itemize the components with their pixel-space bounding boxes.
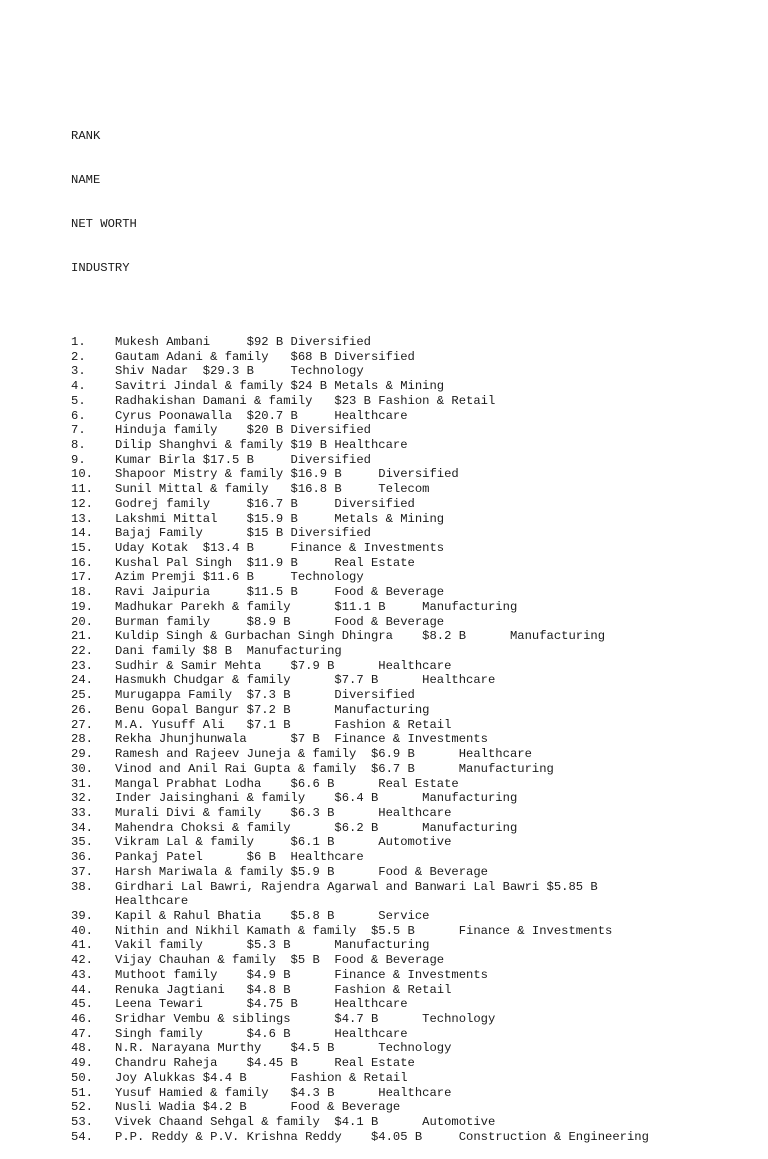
rank-number: 10. [71, 467, 93, 482]
list-item [71, 835, 761, 850]
list-item [71, 806, 761, 821]
column-headers [71, 99, 761, 305]
list-item [71, 880, 761, 909]
list-item [71, 570, 761, 585]
rank-number: 39. [71, 908, 93, 923]
rank-number: 8. [71, 437, 86, 452]
entry-text: M.A. Yusuff Ali $7.1 B Fashion & Retail [115, 717, 452, 732]
entry-text: Shiv Nadar $29.3 B Technology [115, 364, 364, 379]
rank-number: 17. [71, 570, 93, 585]
rank-number: 18. [71, 585, 93, 600]
entry-text: N.R. Narayana Murthy $4.5 B Technology [115, 1041, 452, 1056]
rank-number: 38. [71, 879, 93, 894]
entry-text: Pankaj Patel $6 B Healthcare [115, 850, 364, 865]
rank-number: 1. [71, 334, 86, 349]
entry-text: Joy Alukkas $4.4 B Fashion & Retail [115, 1070, 408, 1085]
list-item [71, 1115, 761, 1130]
rank-number: 32. [71, 791, 93, 806]
entry-text: Nithin and Nikhil Kamath & family $5.5 B Finance & Investments [115, 923, 613, 938]
list-item [71, 953, 761, 968]
list-item [71, 1130, 761, 1145]
rank-number: 14. [71, 526, 93, 541]
rank-number: 28. [71, 732, 93, 747]
rank-number: 13. [71, 511, 93, 526]
rank-number: 24. [71, 673, 93, 688]
rank-number: 26. [71, 702, 93, 717]
entry-text: Cyrus Poonawalla $20.7 B Healthcare [115, 408, 408, 423]
list-item [71, 497, 761, 512]
rank-number: 45. [71, 997, 93, 1012]
rank-number: 31. [71, 776, 93, 791]
rank-number: 27. [71, 717, 93, 732]
list-item [71, 585, 761, 600]
entry-text: Rekha Jhunjhunwala $7 B Finance & Investments [115, 732, 488, 747]
list-item [71, 997, 761, 1012]
entry-text: Chandru Raheja $4.45 B Real Estate [115, 1056, 415, 1071]
list-item [71, 968, 761, 983]
entry-text: Kumar Birla $17.5 B Diversified [115, 452, 371, 467]
entry-text: Renuka Jagtiani $4.8 B Fashion & Retail [115, 982, 452, 997]
entry-text: Murugappa Family $7.3 B Diversified [115, 688, 415, 703]
rank-number: 23. [71, 658, 93, 673]
rank-number: 42. [71, 953, 93, 968]
entry-text: Shapoor Mistry & family $16.9 B Diversified [115, 467, 459, 482]
rank-number: 53. [71, 1115, 93, 1130]
header-industry: INDUSTRY [71, 261, 130, 276]
rank-number: 48. [71, 1041, 93, 1056]
rank-number: 11. [71, 482, 93, 497]
list-item [71, 762, 761, 777]
entry-text: Vikram Lal & family $6.1 B Automotive [115, 835, 452, 850]
list-item [71, 615, 761, 630]
entry-text: Dilip Shanghvi & family $19 B Healthcare [115, 437, 408, 452]
header-name: NAME [71, 173, 101, 188]
list-item [71, 526, 761, 541]
list-item [71, 482, 761, 497]
list-item [71, 512, 761, 527]
header-rank: RANK [71, 128, 101, 143]
list-item [71, 600, 761, 615]
list-item [71, 541, 761, 556]
rank-number: 50. [71, 1070, 93, 1085]
entry-text: Muthoot family $4.9 B Finance & Investments [115, 967, 488, 982]
entry-text: Kapil & Rahul Bhatia $5.8 B Service [115, 908, 430, 923]
entry-text: Inder Jaisinghani & family $6.4 B Manufacturing [115, 791, 518, 806]
entry-text: Radhakishan Damani & family $23 B Fashion & Retail [115, 393, 496, 408]
ranking-list [71, 335, 761, 1145]
list-item [71, 850, 761, 865]
list-item [71, 394, 761, 409]
rank-number: 16. [71, 555, 93, 570]
list-item [71, 821, 761, 836]
rank-number: 20. [71, 614, 93, 629]
entry-text: Dani family $8 B Manufacturing [115, 644, 342, 659]
list-item [71, 777, 761, 792]
entry-text: Mahendra Choksi & family $6.2 B Manufacturing [115, 820, 518, 835]
entry-text: Murali Divi & family $6.3 B Healthcare [115, 805, 452, 820]
entry-text: Burman family $8.9 B Food & Beverage [115, 614, 445, 629]
list-item [71, 1012, 761, 1027]
entry-text-continued: Healthcare [115, 894, 189, 909]
list-item [71, 453, 761, 468]
entry-text: Lakshmi Mittal $15.9 B Metals & Mining [115, 511, 445, 526]
entry-text: Girdhari Lal Bawri, Rajendra Agarwal and Banwari Lal Bawri $5.85 B [115, 879, 598, 894]
rank-number: 43. [71, 967, 93, 982]
entry-text: Uday Kotak $13.4 B Finance & Investments [115, 541, 445, 555]
rank-number: 21. [71, 629, 93, 644]
rank-number: 54. [71, 1129, 93, 1144]
entry-text: Bajaj Family $15 B Diversified [115, 526, 371, 541]
rank-number: 49. [71, 1056, 93, 1071]
list-item [71, 423, 761, 438]
entry-text: Hasmukh Chudgar & family $7.7 B Healthcare [115, 673, 496, 688]
entry-text: Nusli Wadia $4.2 B Food & Beverage [115, 1100, 401, 1115]
list-item [71, 659, 761, 674]
entry-text: Gautam Adani & family $68 B Diversified [115, 349, 415, 364]
entry-text: Sudhir & Samir Mehta $7.9 B Healthcare [115, 658, 452, 673]
list-item [71, 673, 761, 688]
entry-text: Kushal Pal Singh $11.9 B Real Estate [115, 555, 415, 570]
list-item [71, 938, 761, 953]
rank-number: 9. [71, 452, 86, 467]
entry-text: Sunil Mittal & family $16.8 B Telecom [115, 482, 430, 497]
rank-number: 33. [71, 805, 93, 820]
list-item [71, 1086, 761, 1101]
entry-text: Vivek Chaand Sehgal & family $4.1 B Automotive [115, 1115, 496, 1130]
rank-number: 35. [71, 835, 93, 850]
list-item [71, 350, 761, 365]
rank-number: 29. [71, 747, 93, 762]
entry-text: Godrej family $16.7 B Diversified [115, 496, 415, 511]
list-item [71, 438, 761, 453]
rank-number: 41. [71, 938, 93, 953]
entry-text: Ramesh and Rajeev Juneja & family $6.9 B Healthcare [115, 747, 532, 762]
entry-text: Madhukar Parekh & family $11.1 B Manufacturing [115, 599, 518, 614]
list-item [71, 791, 761, 806]
list-item [71, 409, 761, 424]
entry-text: Mangal Prabhat Lodha $6.6 B Real Estate [115, 776, 459, 791]
list-item [71, 467, 761, 482]
entry-text: Hinduja family $20 B Diversified [115, 423, 371, 438]
rank-number: 19. [71, 599, 93, 614]
list-item [71, 983, 761, 998]
entry-text: Savitri Jindal & family $24 B Metals & Mining [115, 379, 445, 394]
entry-text: Yusuf Hamied & family $4.3 B Healthcare [115, 1085, 452, 1100]
list-item [71, 703, 761, 718]
rank-number: 51. [71, 1085, 93, 1100]
entry-text: Singh family $4.6 B Healthcare [115, 1026, 408, 1041]
rank-number: 44. [71, 982, 93, 997]
rank-number: 3. [71, 364, 86, 379]
list-item [71, 364, 761, 379]
list-item [71, 1071, 761, 1086]
list-item [71, 629, 761, 644]
list-item [71, 1027, 761, 1042]
entry-text: Vakil family $5.3 B Manufacturing [115, 938, 430, 953]
list-item [71, 1056, 761, 1071]
rank-number: 46. [71, 1012, 93, 1026]
rank-number: 15. [71, 541, 93, 555]
list-item [71, 909, 761, 924]
rank-number: 30. [71, 761, 93, 776]
entry-text: Sridhar Vembu & siblings $4.7 B Technology [115, 1012, 496, 1026]
list-item [71, 1100, 761, 1115]
rank-number: 52. [71, 1100, 93, 1115]
rank-number: 34. [71, 820, 93, 835]
rank-number: 5. [71, 393, 86, 408]
entry-text: Azim Premji $11.6 B Technology [115, 570, 364, 585]
header-net-worth: NET WORTH [71, 217, 137, 232]
rank-number: 40. [71, 923, 93, 938]
rank-number: 25. [71, 688, 93, 703]
entry-text: Mukesh Ambani $92 B Diversified [115, 334, 371, 349]
rank-number: 2. [71, 349, 86, 364]
list-item [71, 865, 761, 880]
rank-number: 4. [71, 379, 86, 394]
rank-number: 37. [71, 864, 93, 879]
entry-text: Kuldip Singh & Gurbachan Singh Dhingra $8.2 B Manufacturing [115, 629, 606, 644]
entry-text: Benu Gopal Bangur $7.2 B Manufacturing [115, 702, 430, 717]
list-item [71, 556, 761, 571]
list-item [71, 1041, 761, 1056]
list-item [71, 747, 761, 762]
rank-number: 12. [71, 496, 93, 511]
list-item [71, 379, 761, 394]
list-item [71, 924, 761, 939]
entry-text: Ravi Jaipuria $11.5 B Food & Beverage [115, 585, 445, 600]
list-item [71, 335, 761, 350]
list-item [71, 688, 761, 703]
entry-text: Vinod and Anil Rai Gupta & family $6.7 B Manufacturing [115, 761, 554, 776]
list-item [71, 732, 761, 747]
entry-text: P.P. Reddy & P.V. Krishna Reddy $4.05 B Construction & Engineering [115, 1129, 649, 1144]
entry-text: Vijay Chauhan & family $5 B Food & Beverage [115, 953, 445, 968]
rank-number: 36. [71, 850, 93, 865]
rank-number: 47. [71, 1026, 93, 1041]
list-item [71, 644, 761, 659]
rank-number: 22. [71, 644, 93, 659]
document-body [71, 70, 761, 1159]
rank-number: 6. [71, 408, 86, 423]
list-item [71, 718, 761, 733]
entry-text: Leena Tewari $4.75 B Healthcare [115, 997, 408, 1012]
rank-number: 7. [71, 423, 86, 438]
entry-text: Harsh Mariwala & family $5.9 B Food & Beverage [115, 864, 488, 879]
